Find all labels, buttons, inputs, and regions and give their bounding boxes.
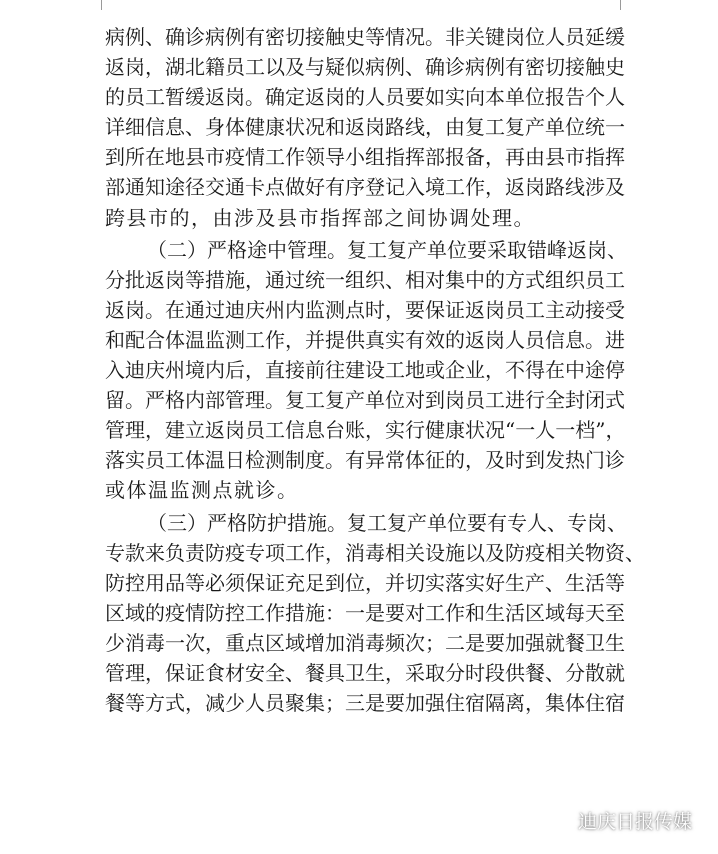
text-line: 分批返岗等措施，通过统一组织、相对集中的方式组织员工	[105, 267, 625, 292]
text-line: 跨县市的，由涉及县市指挥部之间协调处理。	[105, 205, 535, 230]
paragraph	[105, 22, 625, 233]
text-line: 少消毒一次，重点区域增加消毒频次；二是要加强就餐卫生	[105, 630, 625, 655]
text-line: 落实员工体温日检测制度。有异常体征的，及时到发热门诊	[105, 448, 625, 473]
paragraph	[105, 508, 645, 719]
text-line: 或体温监测点就诊。	[105, 478, 299, 503]
text-line: 病例、确诊病例有密切接触史等情况。非关键岗位人员延缓	[105, 25, 625, 49]
text-line: 管理，建立返岗员工信息台账，实行健康状况“一人一档”，	[105, 418, 626, 443]
text-line: 管理，保证食材安全、餐具卫生，采取分时段供餐、分散就	[105, 660, 625, 685]
text-line: 的员工暂缓返岗。确定返岗的人员要如实向本单位报告个人	[105, 85, 625, 110]
text-line: 留。严格内部管理。复工复产单位对到岗员工进行全封闭式	[105, 388, 625, 413]
text-line: 入迪庆州境内后，直接前往建设工地或企业，不得在中途停	[105, 358, 625, 383]
text-line: 返岗，湖北籍员工以及与疑似病例、确诊病例有密切接触史	[105, 55, 625, 80]
wechat-icon	[550, 810, 572, 832]
source-watermark	[546, 805, 696, 836]
text-line: （二）严格途中管理。复工复产单位要采取错峰返岗、	[147, 237, 627, 262]
watermark-text: 迪庆日报传媒	[577, 811, 692, 833]
text-line: 餐等方式，减少人员聚集；三是要加强住宿隔离，集体住宿	[105, 691, 625, 716]
text-line: 详细信息、身体健康状况和返岗路线，由复工复产单位统一	[105, 115, 625, 140]
text-line: 到所在地县市疫情工作领导小组指挥部报备，再由县市指挥	[105, 145, 625, 170]
text-line: 区域的疫情防控工作措施：一是要对工作和生活区域每天至	[105, 600, 625, 625]
text-line: 部通知途径交通卡点做好有序登记入境工作，返岗路线涉及	[105, 175, 625, 200]
text-line: 返岗。在通过迪庆州内监测点时，要保证返岗员工主动接受	[105, 297, 625, 322]
text-line: （三）严格防护措施。复工复产单位要有专人、专岗、	[147, 510, 627, 535]
document-body	[105, 22, 645, 718]
text-line: 专款来负责防疫专项工作，消毒相关设施以及防疫相关物资、	[105, 540, 645, 565]
margin-corner-mark-left	[93, 0, 102, 10]
text-line: 和配合体温监测工作，并提供真实有效的返岗人员信息。进	[105, 327, 625, 352]
text-line: 防控用品等必须保证充足到位，并切实落实好生产、生活等	[105, 570, 625, 595]
margin-corner-mark-right	[620, 0, 629, 10]
paragraph	[105, 235, 627, 506]
